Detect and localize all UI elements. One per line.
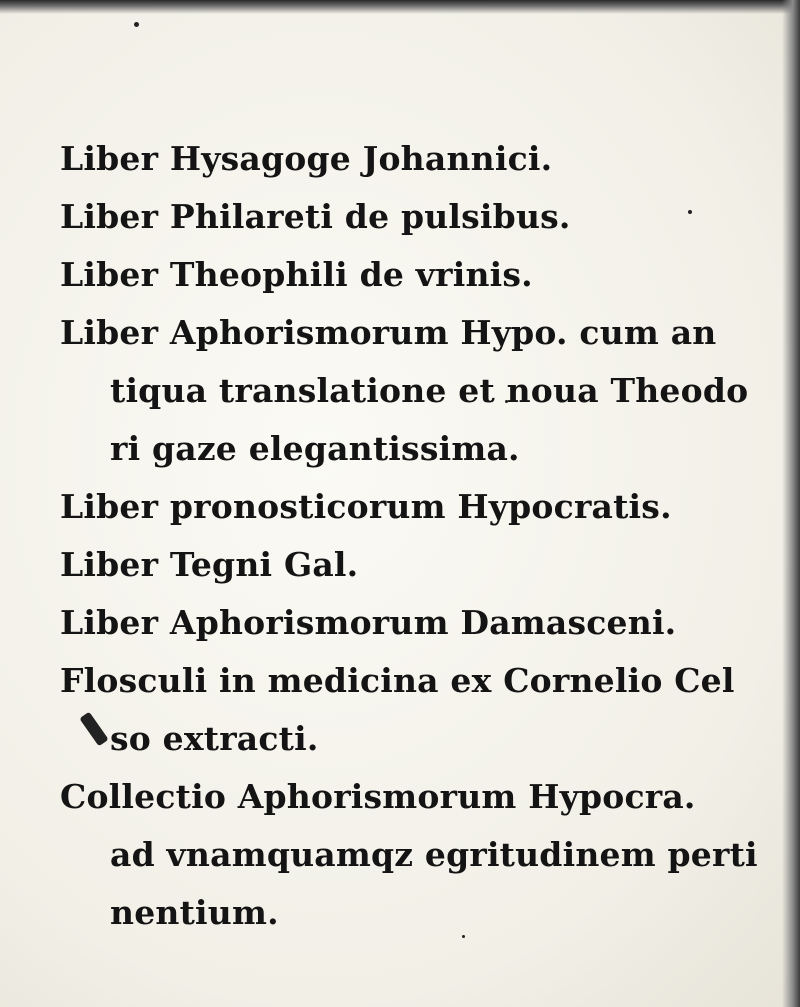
ink-speck bbox=[134, 22, 139, 27]
contents-line-continued: so extracti. bbox=[110, 719, 319, 758]
contents-line: Flosculi in medicina ex Cornelio Cel bbox=[60, 661, 735, 700]
page-binding-shadow bbox=[782, 0, 800, 1007]
contents-line-continued: ri gaze elegantissima. bbox=[110, 429, 520, 468]
contents-line-continued: tiqua translatione et noua Theodo bbox=[110, 371, 749, 410]
contents-line: Liber Theophili de vrinis. bbox=[60, 255, 533, 294]
contents-line: Liber Tegni Gal. bbox=[60, 545, 359, 584]
contents-line: Collectio Aphorismorum Hypocra. bbox=[60, 777, 696, 816]
contents-line: Liber Philareti de pulsibus. bbox=[60, 197, 571, 236]
book-contents-list bbox=[60, 130, 765, 942]
contents-line: Liber Aphorismorum Damasceni. bbox=[60, 603, 677, 642]
page-top-shadow bbox=[0, 0, 800, 14]
contents-line-continued: nentium. bbox=[110, 893, 279, 932]
contents-line: Liber pronosticorum Hypocratis. bbox=[60, 487, 672, 526]
contents-line: Liber Hysagoge Johannici. bbox=[60, 139, 553, 178]
contents-line-continued: ad vnamquamqz egritudinem perti bbox=[110, 835, 758, 874]
contents-line: Liber Aphorismorum Hypo. cum an bbox=[60, 313, 717, 352]
